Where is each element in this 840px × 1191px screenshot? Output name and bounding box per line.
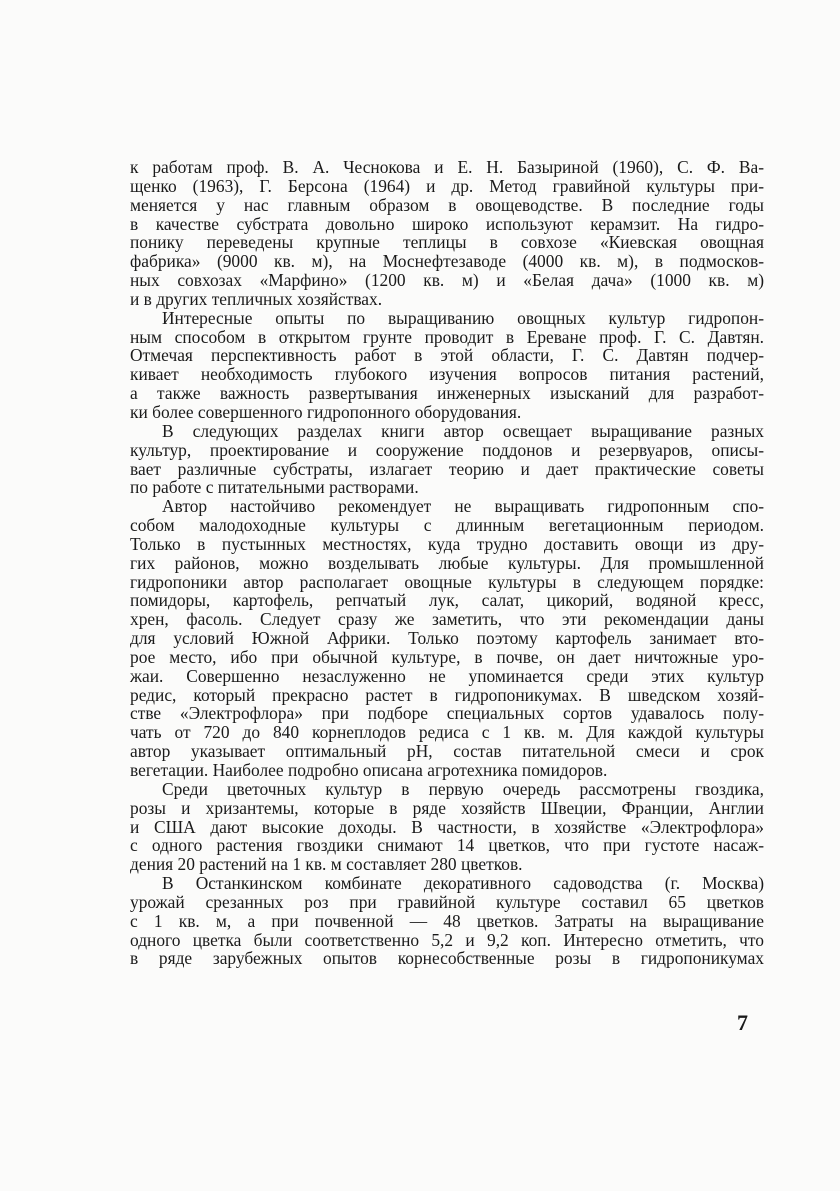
text-line: автор указывает оптимальный pH, состав питательной смеси и срок	[130, 741, 764, 762]
text-line: дения 20 растений на 1 кв. м составляет 280 цветков.	[130, 854, 523, 875]
text-line: по работе с питательными растворами.	[130, 477, 419, 498]
page-number: 7	[737, 1010, 748, 1035]
text-line: урожай срезанных роз при гравийной культуре составил 65 цветков	[130, 891, 764, 912]
text-line: жаи. Совершенно незаслуженно не упоминается среди этих культур	[130, 665, 764, 686]
text-line: с 1 кв. м, а при почвенной — 48 цветков. Затраты на выращивание	[130, 910, 764, 931]
text-line: помидоры, картофель, репчатый лук, салат, цикорий, водяной кресс,	[130, 590, 764, 611]
text-line: к работам проф. В. А. Чеснокова и Е. Н. Базыриной (1960), С. Ф. Ва-	[130, 157, 764, 177]
text-line: ным способом в открытом грунте проводит в Ереване проф. Г. С. Давтян.	[130, 326, 764, 347]
text-line: в ряде зарубежных опытов корнесобственные розы в гидропоникумах	[130, 948, 764, 969]
text-line: с одного растения гвоздики снимают 14 цветков, что при густоте насаж-	[130, 835, 764, 856]
text-line: вает различные субстраты, излагает теорию и дает практические советы	[130, 458, 764, 479]
text-line: редис, который прекрасно растет в гидропоникумах. В шведском хозяй-	[130, 684, 764, 705]
text-line: одного цветка были соответственно 5,2 и 9,2 коп. Интересно отметить, что	[130, 929, 764, 950]
text-line: культур, проектирование и сооружение поддонов и резервуаров, описы-	[130, 439, 764, 460]
text-line: фабрика» (9000 кв. м), на Моснефтезаводе (4000 кв. м), в подмосков-	[130, 251, 764, 272]
text-line: рое место, ибо при обычной культуре, в почве, он дает ничтожные уро-	[130, 646, 764, 667]
text-line: гидропоники автор располагает овощные культуры в следующем порядке:	[130, 571, 764, 592]
text-line: ных совхозах «Марфино» (1200 кв. м) и «Белая дача» (1000 кв. м)	[130, 270, 764, 291]
text-line: чать от 720 до 840 корнеплодов редиса с 1 кв. м. Для каждой культуры	[130, 722, 764, 743]
text-line: В следующих разделах книги автор освещает выращивание разных	[162, 420, 764, 441]
text-line: для условий Южной Африки. Только поэтому картофель занимает вто-	[130, 628, 764, 649]
text-line: ки более совершенного гидропонного оборудования.	[130, 401, 522, 422]
text-line: понику переведены крупные теплицы в совхозе «Киевская овощная	[130, 232, 764, 253]
text-line: щенко (1963), Г. Берсона (1964) и др. Метод гравийной культуры при-	[130, 175, 764, 196]
body-text	[130, 158, 764, 968]
text-line: розы и хризантемы, которые в ряде хозяйств Швеции, Франции, Англии	[130, 797, 764, 818]
text-line: кивает необходимость глубокого изучения вопросов питания растений,	[130, 364, 764, 385]
text-line: гих районов, можно возделывать любые культуры. Для промышленной	[130, 552, 764, 573]
text-line: Только в пустынных местностях, куда трудно доставить овощи из дру-	[130, 533, 764, 554]
text-line: и в других тепличных хозяйствах.	[130, 288, 383, 309]
text-line: вегетации. Наиболее подробно описана агротехника помидоров.	[130, 760, 608, 780]
text-line: В Останкинском комбинате декоративного садоводства (г. Москва)	[162, 873, 764, 894]
text-line: Автор настойчиво рекомендует не выращивать гидропонным спо-	[162, 496, 764, 517]
text-line: собом малодоходные культуры с длинным вегетационным периодом.	[130, 515, 764, 536]
text-line: в качестве субстрата довольно широко используют керамзит. На гидро-	[130, 213, 764, 234]
text-line: Среди цветочных культур в первую очередь рассмотрены гвоздика,	[162, 778, 764, 799]
text-line: а также важность развертывания инженерных изысканий для разработ-	[130, 383, 764, 404]
text-line: Отмечая перспективность работ в этой области, Г. С. Давтян подчер-	[130, 345, 764, 366]
text-line: стве «Электрофлора» при подборе специальных сортов удавалось полу-	[130, 703, 764, 724]
text-line: меняется у нас главным образом в овощеводстве. В последние годы	[130, 194, 764, 215]
text-line: и США дают высокие доходы. В частности, в хозяйстве «Электрофлора»	[130, 816, 764, 837]
text-line: Интересные опыты по выращиванию овощных культур гидропон-	[162, 307, 764, 328]
text-line: хрен, фасоль. Следует сразу же заметить, что эти рекомендации даны	[130, 609, 764, 630]
